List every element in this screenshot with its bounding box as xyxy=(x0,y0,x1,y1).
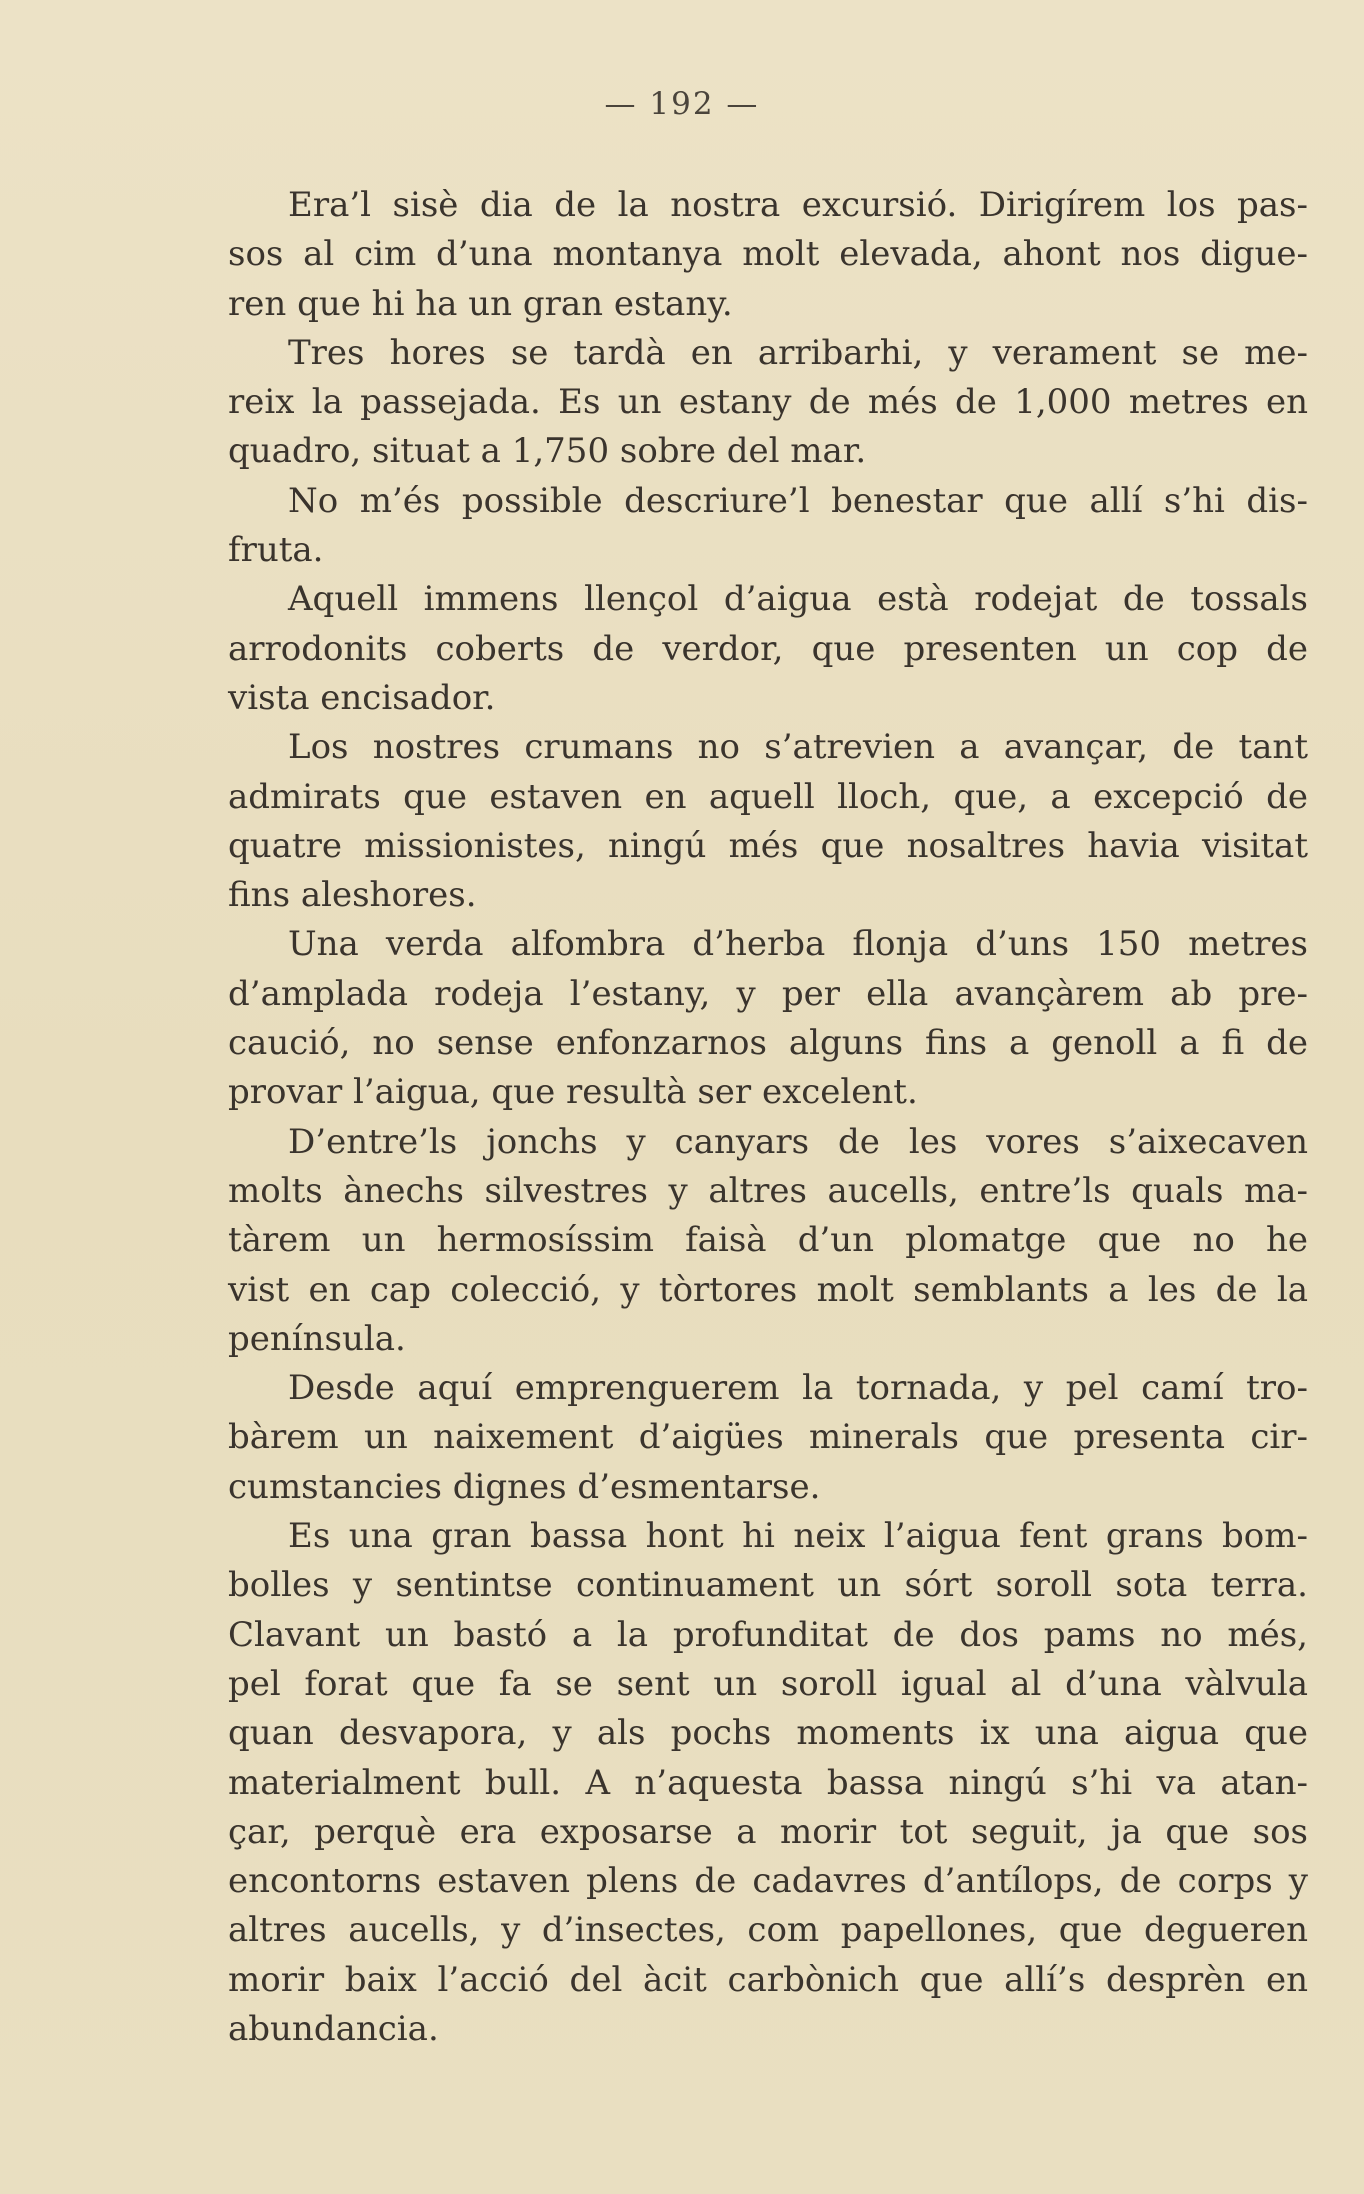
text-line: quadro, situat a 1,750 sobre del mar. xyxy=(228,431,867,472)
text-line: sos al cim d’una montanya molt elevada, ahont nos digue- xyxy=(228,234,1308,275)
text-line: çar, perquè era exposarse a morir tot seguit, ja que sos xyxy=(228,1811,1308,1852)
text-line: vista encisador. xyxy=(228,677,496,718)
paragraph xyxy=(228,1364,1308,1512)
text-line: quan desvapora, y als pochs moments ix una aigua que xyxy=(228,1713,1308,1754)
text-line: bàrem un naixement d’aigües minerals que presenta cir- xyxy=(228,1417,1308,1458)
text-line: No m’és possible descriure’l benestar que allí s’hi dis- xyxy=(288,480,1308,521)
text-line: quatre missionistes, ningú més que nosaltres havia visitat xyxy=(228,825,1308,866)
text-line: encontorns estaven plens de cadavres d’antílops, de corps y xyxy=(228,1861,1308,1902)
text-line: vist en cap colecció, y tòrtores molt semblants a les de la xyxy=(228,1269,1308,1310)
text-line: caució, no sense enfonzarnos alguns fins a genoll a fi de xyxy=(228,1023,1308,1064)
paragraph xyxy=(228,477,1308,576)
text-line: fruta. xyxy=(228,530,324,571)
text-line: ren que hi ha un gran estany. xyxy=(228,283,733,324)
text-line: abundancia. xyxy=(228,2008,439,2049)
text-line: materialment bull. A n’aquesta bassa ningú s’hi va atan- xyxy=(228,1762,1308,1803)
body-text xyxy=(228,181,1308,2054)
text-line: cumstancies dignes d’esmentarse. xyxy=(228,1466,821,1507)
text-line: Es una gran bassa hont hi neix l’aigua fent grans bom- xyxy=(288,1516,1308,1557)
text-line: Clavant un bastó a la profunditat de dos pams no més, xyxy=(228,1614,1308,1655)
text-line: provar l’aigua, que resultà ser excelent. xyxy=(228,1072,918,1113)
text-line: tàrem un hermosíssim faisà d’un plomatge que no he xyxy=(228,1220,1308,1261)
text-line: admirats que estaven en aquell lloch, que, a excepció de xyxy=(228,776,1308,817)
text-line: Tres hores se tardà en arribarhi, y verament se me- xyxy=(288,332,1308,373)
text-line: Aquell immens llençol d’aigua està rodejat de tossals xyxy=(288,579,1308,620)
paragraph xyxy=(228,1512,1308,2054)
paragraph xyxy=(228,575,1308,723)
text-line: Desde aquí emprenguerem la tornada, y pel camí tro- xyxy=(288,1368,1308,1409)
text-line: pel forat que fa se sent un soroll igual al d’una vàlvula xyxy=(228,1663,1308,1704)
paragraph xyxy=(228,920,1308,1117)
text-line: d’amplada rodeja l’estany, y per ella avançàrem ab pre- xyxy=(228,973,1308,1014)
text-line: península. xyxy=(228,1318,406,1359)
text-line: altres aucells, y d’insectes, com papellones, que degueren xyxy=(228,1910,1308,1951)
text-line: reix la passejada. Es un estany de més de 1,000 metres en xyxy=(228,382,1308,423)
text-line: molts ànechs silvestres y altres aucells, entre’ls quals ma- xyxy=(228,1170,1308,1211)
text-line: arrodonits coberts de verdor, que presenten un cop de xyxy=(228,628,1308,669)
paragraph xyxy=(228,723,1308,920)
paragraph xyxy=(228,329,1308,477)
paragraph xyxy=(228,181,1308,329)
text-line: morir baix l’acció del àcit carbònich que allí’s desprèn en xyxy=(228,1959,1308,2000)
text-line: Una verda alfombra d’herba flonja d’uns 150 metres xyxy=(288,924,1308,965)
text-line: Los nostres crumans no s’atrevien a avançar, de tant xyxy=(288,727,1308,768)
text-line: bolles y sentintse continuament un sórt soroll sota terra. xyxy=(228,1565,1308,1606)
text-line: fins aleshores. xyxy=(228,875,477,916)
paragraph xyxy=(228,1118,1308,1364)
page-number: — 192 — xyxy=(604,86,760,122)
text-line: Era’l sisè dia de la nostra excursió. Dirigírem los pas- xyxy=(288,185,1308,225)
text-line: D’entre’ls jonchs y canyars de les vores s’aixecaven xyxy=(288,1121,1308,1162)
